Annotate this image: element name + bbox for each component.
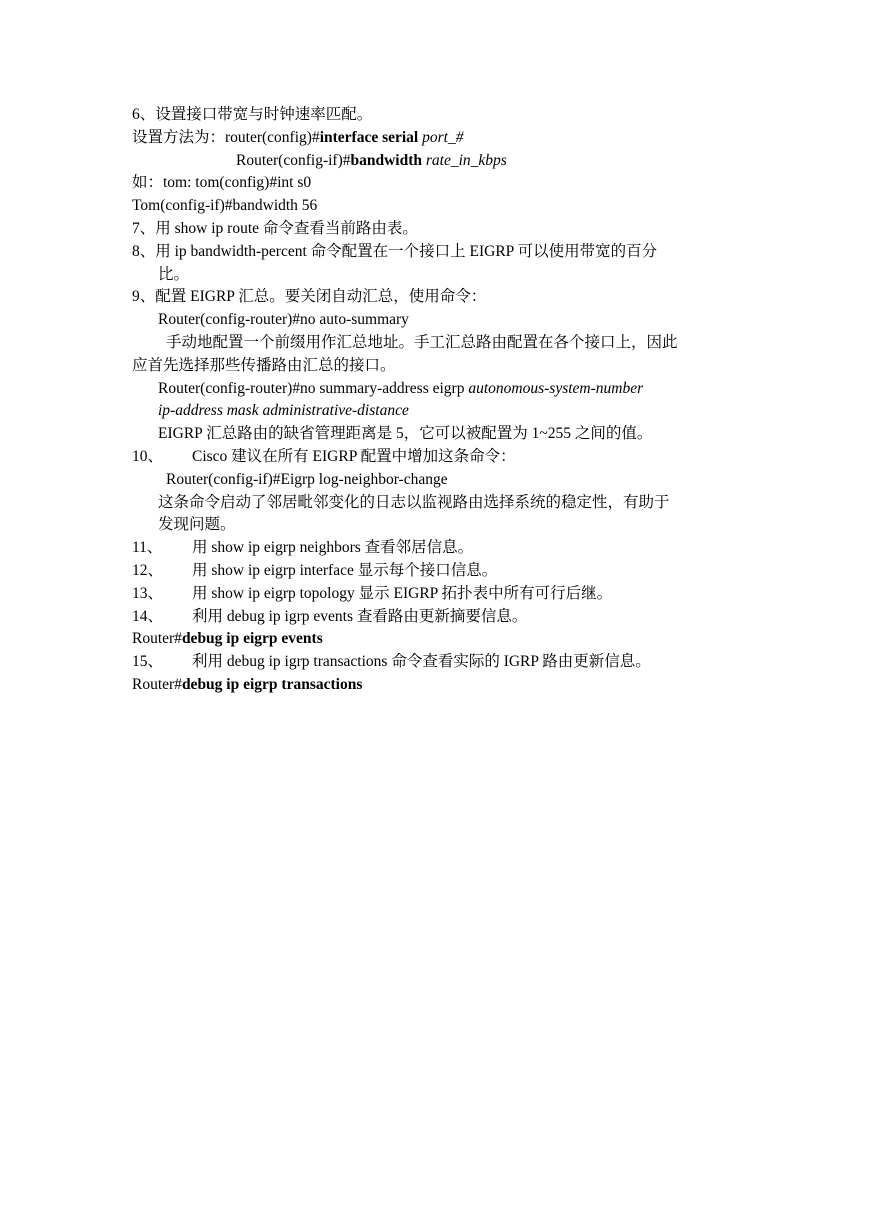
item-number: 11、 <box>132 539 163 557</box>
item-6-method-line-1: 设置方法为：router(config)#interface serial port_# <box>132 128 464 146</box>
item-7: 7、用 show ip route 命令查看当前路由表。 <box>132 219 418 237</box>
item-9-command-2-line-2 <box>132 400 738 423</box>
item-number: 14、 <box>132 607 164 625</box>
item-9-command-2-line-1: Router(config-router)#no summary-address eigrp autonomous-system-number <box>158 379 644 397</box>
item-10-paragraph-line-1: 这条命令启动了邻居毗邻变化的日志以监视路由选择系统的稳定性，有助于 <box>158 493 670 511</box>
item-6-example-2: Tom(config-if)#bandwidth 56 <box>132 197 318 215</box>
item-15-command: Router#debug ip eigrp transactions <box>132 675 363 693</box>
item-11: 11、 用 show ip eigrp neighbors 查看邻居信息。 <box>132 537 738 560</box>
item-8-line-1: 8、用 ip bandwidth-percent 命令配置在一个接口上 EIGRP 可以使用带宽的百分 <box>132 242 658 260</box>
item-14-command: Router#debug ip eigrp events <box>132 630 323 648</box>
item-number: 15、 <box>132 653 164 671</box>
item-number: 12、 <box>132 561 164 579</box>
item-10-heading: 10、 Cisco 建议在所有 EIGRP 配置中增加这条命令： <box>132 446 738 469</box>
item-9-heading: 9、配置 EIGRP 汇总。要关闭自动汇总，使用命令： <box>132 288 487 306</box>
bold-command: debug ip eigrp events <box>181 630 323 648</box>
item-12: 12、 用 show ip eigrp interface 显示每个接口信息。 <box>132 560 738 583</box>
item-9-command: Router(config-router)#no auto-summary <box>158 311 409 329</box>
document-page <box>132 104 738 697</box>
item-8-line-2: 比。 <box>158 265 190 283</box>
item-9-note: EIGRP 汇总路由的缺省管理距离是 5，它可以被配置为 1~255 之间的值。 <box>158 425 653 443</box>
italic-param: rate_in_kbps <box>422 151 507 169</box>
item-number: 13、 <box>132 584 164 602</box>
item-10-command: Router(config-if)#Eigrp log-neighbor-change <box>166 470 448 488</box>
item-13: 13、 用 show ip eigrp topology 显示 EIGRP 拓扑表中所有可行后继。 <box>132 583 738 606</box>
item-6-example-1: 如：tom: tom(config)#int s0 <box>132 174 312 192</box>
item-14: 14、 利用 debug ip igrp events 查看路由更新摘要信息。 <box>132 606 738 629</box>
italic-param: port_# <box>418 128 464 146</box>
item-number: 10、 <box>132 447 164 465</box>
item-10-paragraph-line-2: 发现问题。 <box>158 516 236 534</box>
item-6-heading: 6、设置接口带宽与时钟速率匹配。 <box>132 106 373 123</box>
item-9-paragraph-line-2: 应首先选择那些传播路由汇总的接口。 <box>132 356 396 374</box>
bold-command: bandwidth <box>350 151 423 169</box>
italic-param: autonomous-system-number <box>468 379 644 397</box>
item-6-method-line-2: Router(config-if)#bandwidth rate_in_kbps <box>236 151 507 169</box>
bold-command: interface serial <box>319 128 419 146</box>
italic-param: ip-address mask administrative-distance <box>158 402 409 420</box>
bold-command: debug ip eigrp transactions <box>181 675 363 693</box>
item-15: 15、 利用 debug ip igrp transactions 命令查看实际的 IGRP 路由更新信息。 <box>132 651 738 674</box>
item-9-paragraph-line-1: 手动地配置一个前缀用作汇总地址。手工汇总路由配置在各个接口上，因此 <box>166 333 678 351</box>
